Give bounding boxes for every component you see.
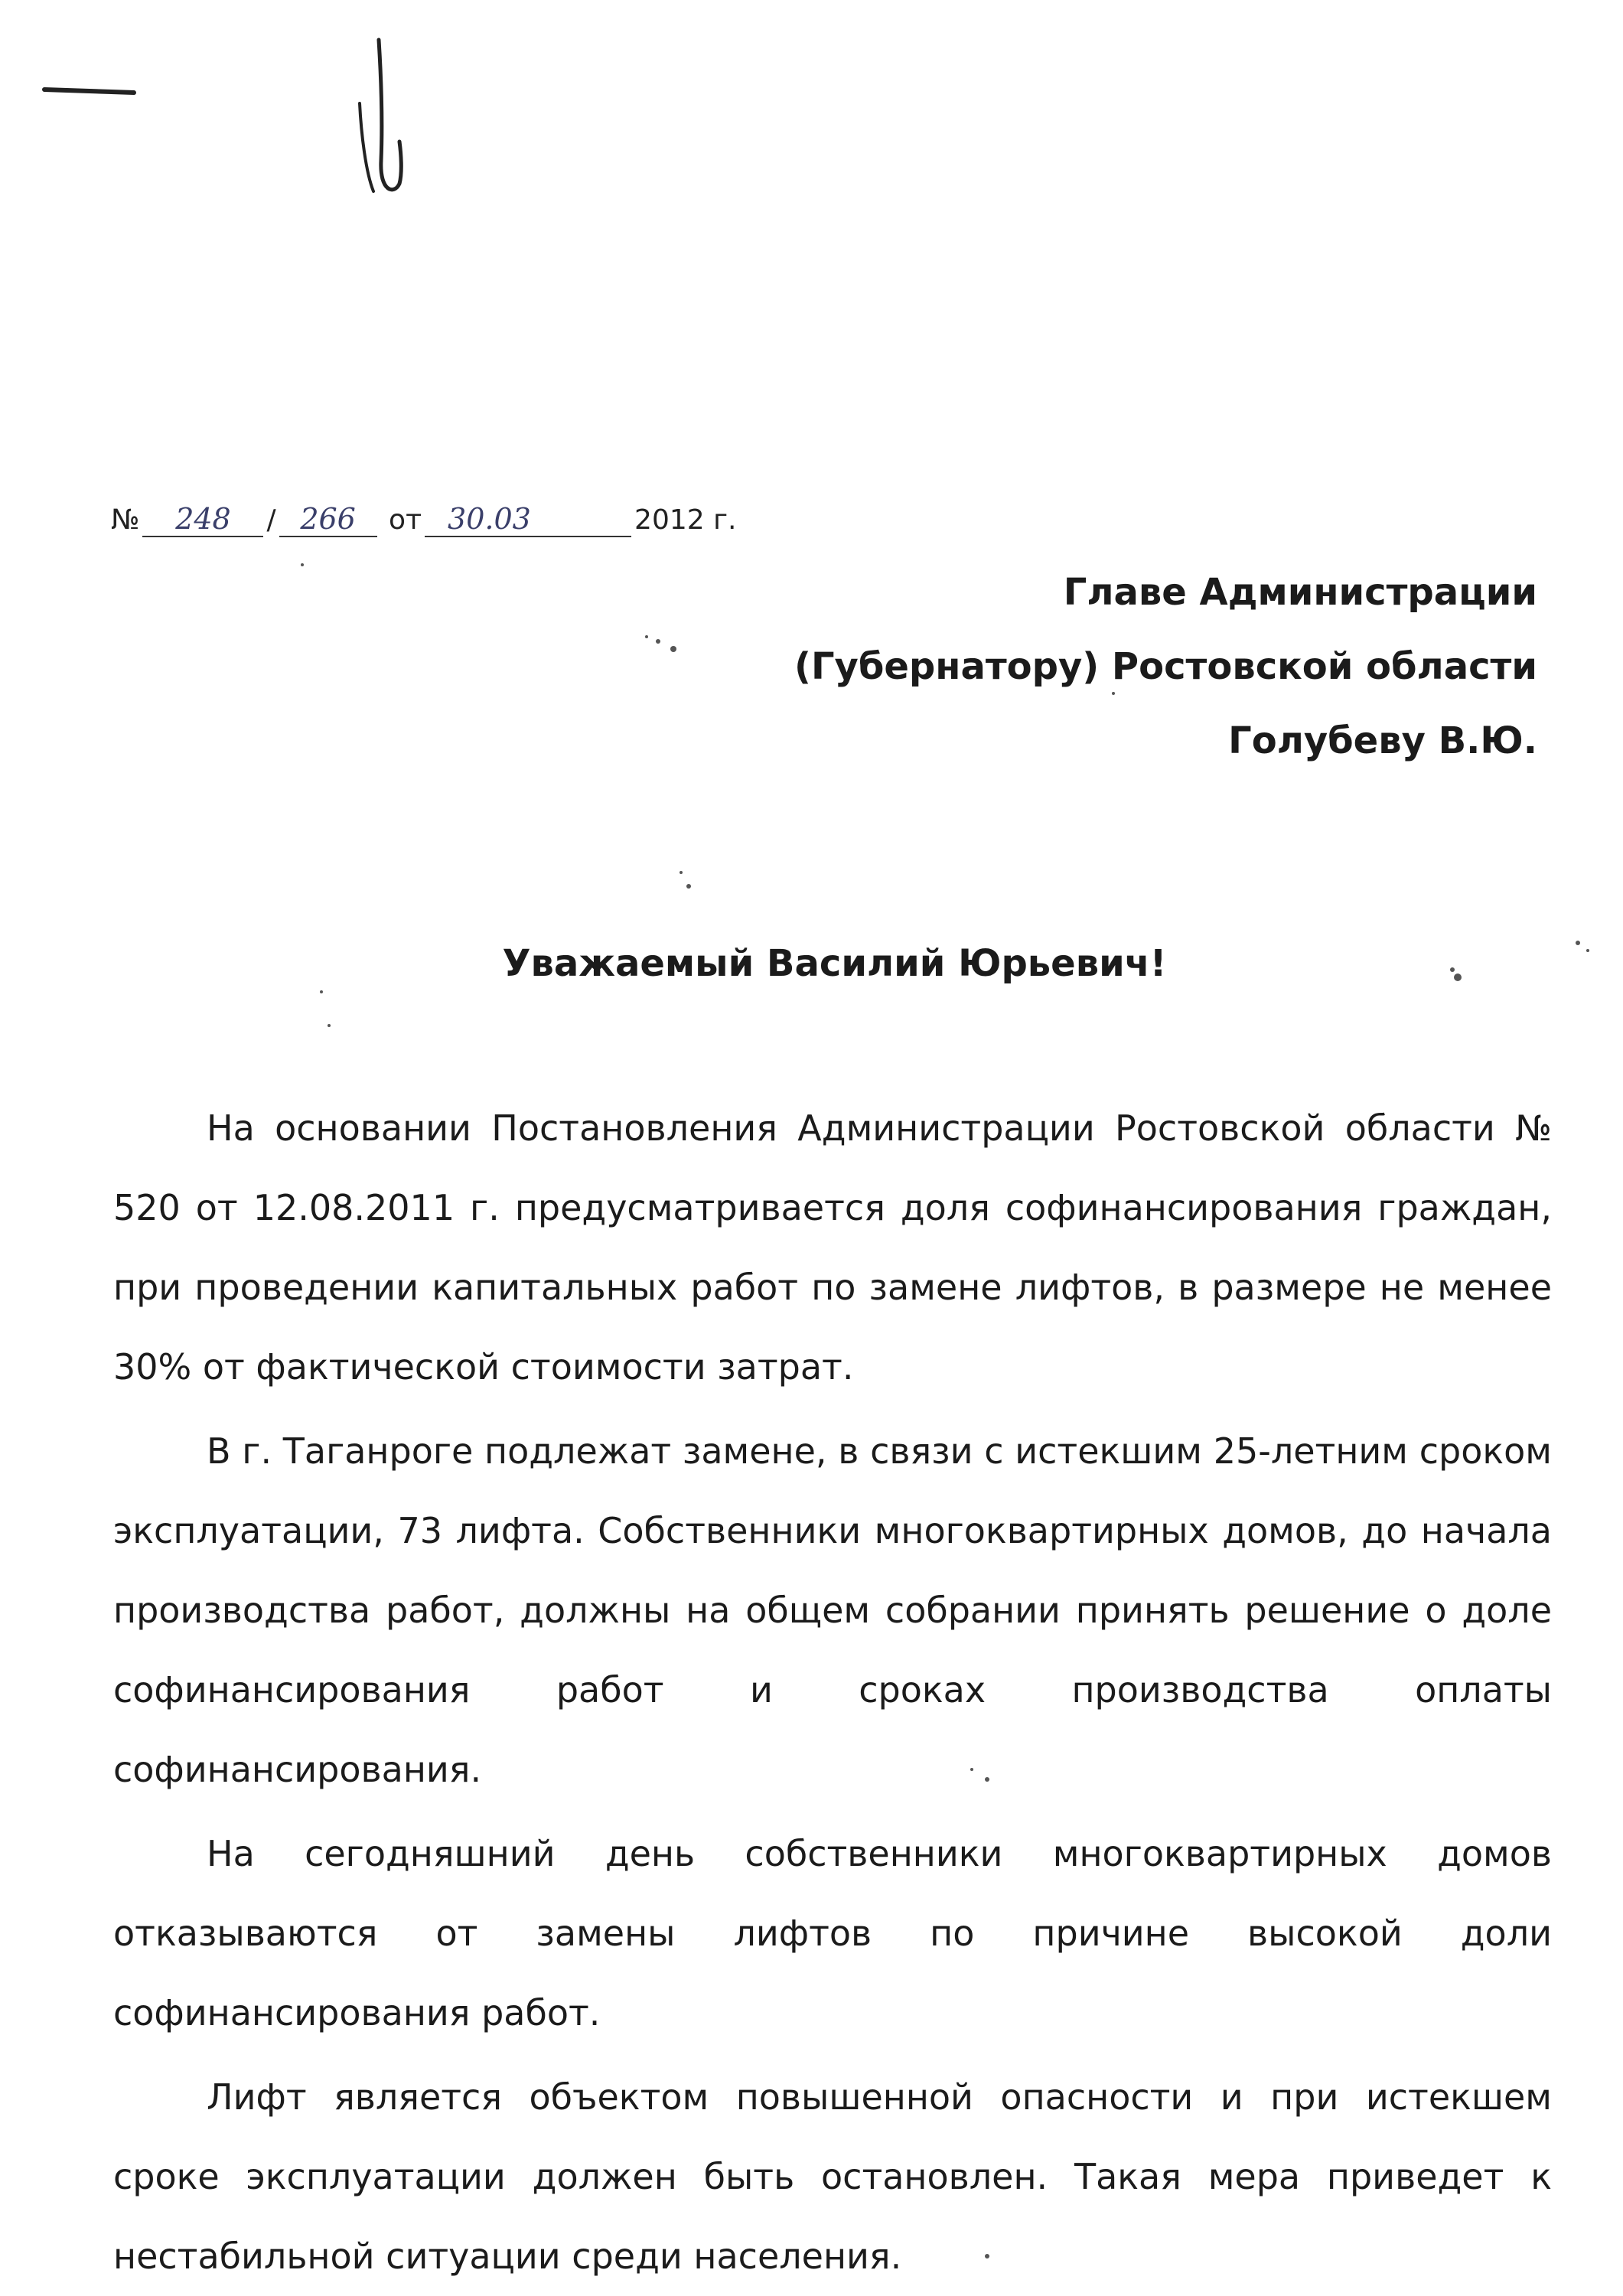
- salutation: Уважаемый Василий Юрьевич!: [502, 942, 1167, 985]
- pen-dash-mark: [44, 90, 134, 93]
- letter-body: [113, 1088, 1552, 2296]
- pen-hook-stroke: [360, 103, 373, 191]
- body-paragraph: На основании Постановления Администрации Ростовской области № 520 от 12.08.2011 г. предусматривается доля софинансирования граждан, при проведении капитальных работ по замене лифтов, в размере не менее 30% от фактической стоимости затрат.: [113, 1107, 1552, 1388]
- body-paragraph: В г. Таганроге подлежат замене, в связи с истекшим 25-летним сроком эксплуатации, 73 лифта. Собственники многоквартирных домов, до начала производства работ, должны на общем собрании принять решение о доле софинансирования работ и сроках производства оплаты софинансирования.: [113, 1430, 1552, 1790]
- recipient-line-2: (Губернатору) Ростовской области: [794, 645, 1537, 688]
- body-paragraph: На сегодняшний день собственники многоквартирных домов отказываются от замены лифтов по причине высокой доли софинансирования работ.: [113, 1833, 1552, 2033]
- registration-number-line: [111, 502, 737, 537]
- handwritten-number-1: 248: [142, 502, 263, 537]
- handwritten-date: 30.03: [425, 502, 631, 537]
- recipient-block: [696, 556, 1537, 778]
- recipient-line-3: Голубеву В.Ю.: [1228, 719, 1537, 762]
- year-suffix: 2012 г.: [634, 504, 737, 536]
- body-paragraph: Лифт является объектом повышенной опасности и при истекшем сроке эксплуатации должен быть остановлен. Такая мера приведет к нестабильной ситуации среди населения.: [113, 2076, 1552, 2277]
- pen-hook-mark: [379, 40, 401, 190]
- handwritten-number-2: 266: [279, 502, 377, 537]
- recipient-line-1: Главе Администрации: [1063, 571, 1537, 614]
- number-separator: /: [266, 504, 276, 536]
- number-label: №: [111, 504, 140, 536]
- from-label: от: [389, 504, 422, 536]
